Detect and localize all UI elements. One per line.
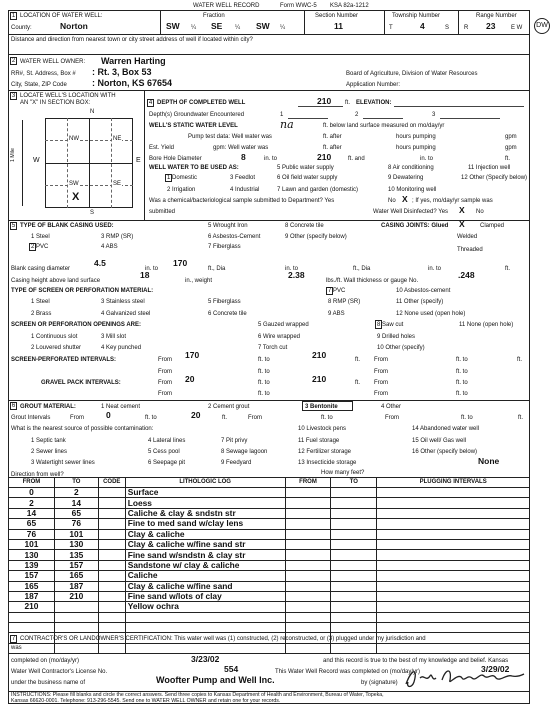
grout-from-3: From	[385, 415, 399, 421]
location-label: LOCATION OF WATER WELL:	[20, 13, 103, 19]
screen-brass: 2 Brass	[31, 311, 52, 317]
disinfected-label: Water Well Disinfected? Yes	[373, 209, 449, 215]
log-from: 0	[9, 488, 55, 498]
quarter-1: ¼	[191, 25, 197, 31]
open-drilled: 9 Drilled holes	[377, 334, 416, 340]
height-label: Casing height above land surface	[11, 278, 101, 284]
open-none: 11 None (open hole)	[459, 322, 514, 328]
ksa-reference: KSA 82a-1212	[330, 3, 369, 9]
perf-from-4: From	[374, 369, 388, 375]
gravel-ft-to-4: ft. to	[456, 391, 468, 397]
bore-in-to: in. to	[264, 156, 278, 162]
yield-hours: hours pumping	[396, 145, 436, 151]
contam-oilwell: 15 Oil well/ Gas well	[412, 438, 467, 444]
city-value: : Norton, KS 67654	[92, 78, 173, 88]
static-level-value: na	[280, 118, 294, 131]
form-title	[193, 3, 259, 9]
joints-welded: Welded	[457, 234, 478, 240]
use-irrigation: 2 Irrigation	[167, 187, 196, 193]
blank-in-to-3: in. to	[428, 266, 442, 272]
locate-label-1: LOCATE WELL'S LOCATION WITH	[20, 93, 116, 99]
perf-from-label: From	[158, 357, 172, 363]
table-row	[9, 560, 530, 570]
table-row	[9, 550, 530, 560]
perf-label: SCREEN-PERFORATED INTERVALS:	[11, 357, 117, 363]
joints-threaded: Threaded	[457, 247, 483, 253]
groundwater-label: Depth(s) Groundwater Encountered	[149, 112, 245, 118]
fraction-1: SW	[166, 21, 180, 31]
bore-ft-and: ft. and	[348, 156, 365, 162]
contam-insecticide: 13 Insecticide storage	[298, 460, 357, 466]
township-s: S	[445, 25, 450, 31]
log-description: Yellow ochra	[125, 602, 285, 612]
bact-no: No	[388, 198, 396, 204]
perf-ft-to-3: ft. to	[258, 369, 270, 375]
screen-rmp: 8 RMP (SR)	[328, 299, 361, 305]
log-to: 157	[54, 560, 98, 570]
table-row	[9, 591, 530, 601]
owner-value: Warren Harting	[101, 56, 166, 66]
log-header-to: TO	[54, 478, 98, 488]
contam-feedyard: 9 Feedyard	[221, 460, 252, 466]
section-3-number: 3	[11, 93, 16, 99]
grout-ft-to-2: ft. to	[321, 415, 333, 421]
log-to	[54, 602, 98, 612]
gravel-label: GRAVEL PACK INTERVALS:	[41, 380, 121, 386]
grout-bentonite: 3 Bentonite	[305, 404, 338, 410]
blank-diameter-value: 4.5	[94, 258, 106, 268]
grout-label: GROUT MATERIAL:	[20, 404, 76, 410]
gw-3: 3	[432, 112, 436, 118]
open-gauzed: 5 Gauzed wrapped	[258, 322, 309, 328]
gravel-from-3: From	[158, 391, 172, 397]
contam-seepage: 6 Seepage pit	[148, 460, 186, 466]
application-number-label: Application Number:	[346, 82, 401, 88]
pump-gpm: gpm	[505, 134, 517, 140]
county-label: County:	[11, 25, 32, 31]
range-label: Range Number	[476, 13, 517, 19]
table-row	[9, 623, 530, 633]
screen-asbestos: 10 Asbestos-cement	[396, 288, 451, 294]
gravel-ft-to-2: ft. to	[456, 380, 468, 386]
bact-x: X	[402, 194, 408, 204]
range-value: 23	[486, 21, 496, 31]
perf-from-2: From	[374, 357, 388, 363]
bore-in-to-2: in. to	[420, 156, 434, 162]
log-description: Clay & caliche	[125, 529, 285, 539]
log-from: 76	[9, 529, 55, 539]
use-monitoring: 10 Monitoring well	[388, 187, 437, 193]
water-well-record-form	[8, 2, 548, 704]
section-2-number: 2	[11, 58, 16, 64]
log-to: 187	[54, 581, 98, 591]
log-from: 130	[9, 550, 55, 560]
bact-rest: ; If yes, mo/day/yr sample was	[412, 198, 493, 204]
instructions-line-2: Kansas 66620-0001. Telephone: 913-296-5545. Send one to WATER WELL OWNER and retain one for your records.	[11, 698, 281, 704]
use-feedlot: 3 Feedlot	[230, 175, 256, 181]
contam-livestock: 10 Livestock pens	[298, 426, 347, 432]
pump-after: ft. after	[323, 134, 342, 140]
log-to: 130	[54, 539, 98, 549]
table-row	[9, 602, 530, 612]
screen-none: 12 None used (open hole)	[396, 311, 466, 317]
grout-ft: ft.	[222, 415, 228, 421]
grout-ft-to-3: ft. to	[461, 415, 473, 421]
joints-clamped: Clamped	[480, 223, 505, 229]
table-row	[9, 581, 530, 591]
screen-abs: 9 ABS	[328, 311, 345, 317]
open-louvered: 2 Louvered shutter	[31, 345, 82, 351]
city-label: City, State, ZIP Code	[11, 82, 67, 88]
use-other: 12 Other (Specify below)	[461, 175, 528, 181]
distance-label: Distance and direction from nearest town or city street address of well if located within city?	[11, 37, 253, 43]
certification-text: CONTRACTOR'S OR LANDOWNER'S CERTIFICATION: This water well was (1) constructed, (2) reconstructed, or (3) plugged under my jurisdiction and	[20, 636, 426, 642]
log-header-plug-from: FROM	[285, 478, 331, 488]
log-from: 2	[9, 498, 55, 508]
screen-other: 11 Other (specify)	[396, 299, 444, 305]
grout-neat: 1 Neat cement	[101, 404, 141, 410]
screen-stainless: 3 Stainless steel	[101, 299, 145, 305]
log-to: 210	[54, 591, 98, 601]
address-label: RR#, St. Address, Box #	[11, 71, 76, 77]
log-description: Sandstone w/ clay & caliche	[125, 560, 285, 570]
ne-label: NE	[113, 136, 122, 142]
log-from: 187	[9, 591, 55, 601]
casing-rmp: 3 RMP (SR)	[101, 234, 134, 240]
log-from: 157	[9, 571, 55, 581]
north-label: N	[90, 109, 95, 115]
blank-ft: ft.	[505, 266, 511, 272]
lithologic-log-table	[8, 477, 530, 654]
log-from: 139	[9, 560, 55, 570]
fraction-3: SW	[256, 21, 270, 31]
use-oilfield: 6 Oil field water supply	[277, 175, 338, 181]
gravel-ft: ft.	[355, 380, 361, 386]
joints-x: X	[459, 219, 465, 229]
perf-from-3: From	[158, 369, 172, 375]
gravel-from-value: 20	[185, 374, 195, 384]
county-value: Norton	[60, 21, 88, 31]
casing-label: TYPE OF BLANK CASING USED:	[20, 223, 114, 229]
perf-to-value: 210	[312, 350, 327, 360]
log-to: 101	[54, 529, 98, 539]
log-description: Clay & caliche w/fine sand str	[125, 539, 285, 549]
grout-to-value: 20	[191, 410, 201, 420]
locate-label-2: AN "X" IN SECTION BOX:	[20, 100, 91, 106]
gravel-from-4: From	[374, 391, 388, 397]
fraction-2: SE	[211, 21, 223, 31]
direction-label: Direction from well?	[11, 472, 64, 478]
contam-other: 16 Other (specify below)	[412, 449, 478, 455]
table-row	[9, 612, 530, 622]
weight-label: in., weight	[185, 278, 213, 284]
contam-sewer: 2 Sewer lines	[31, 449, 68, 455]
depth-value: 210	[317, 96, 332, 106]
bore-to-value: 210	[317, 152, 332, 162]
height-value: 18	[140, 270, 150, 280]
blank-diameter-label: Blank casing diameter	[11, 266, 71, 272]
elevation-label: ELEVATION:	[356, 100, 392, 106]
use-lawn: 7 Lawn and garden (domestic)	[277, 187, 359, 193]
gravel-from-label: From	[158, 380, 172, 386]
table-row	[9, 508, 530, 518]
use-industrial: 4 Industrial	[230, 187, 260, 193]
well-location-mark: X	[72, 191, 80, 203]
static-level-rest: ft. below land surface measured on mo/day/yr	[323, 123, 445, 129]
perf-ft-to-4: ft. to	[456, 369, 468, 375]
log-description: Fine sand w/lots of clay	[125, 591, 285, 601]
gravel-to-value: 210	[312, 374, 327, 384]
casing-wrought: 5 Wrought Iron	[208, 223, 248, 229]
grout-interval-label: Grout Intervals	[11, 415, 51, 421]
perf-ft-2: ft.	[517, 357, 523, 363]
section-6-number: 6	[11, 403, 16, 409]
grout-ft-to: ft. to	[145, 415, 157, 421]
use-public: 5 Public water supply	[277, 165, 334, 171]
contam-lateral: 4 Lateral lines	[148, 438, 186, 444]
log-from: 101	[9, 539, 55, 549]
bore-value: 8	[241, 152, 246, 162]
cert-was: was	[11, 645, 22, 651]
bore-label: Bore Hole Diameter	[149, 156, 202, 162]
table-row	[9, 571, 530, 581]
log-to: 76	[54, 519, 98, 529]
corner-stamp: DW	[534, 18, 550, 34]
quarter-2: ¼	[235, 25, 241, 31]
gauge-label: lbs./ft. Wall thickness or gauge No.	[326, 278, 419, 284]
log-header-lithologic: LITHOLOGIC LOG	[125, 478, 285, 488]
blank-ft-dia: ft., Dia	[208, 266, 226, 272]
open-wire: 6 Wire wrapped	[258, 334, 301, 340]
contam-abandoned: 14 Abandoned water well	[412, 426, 480, 432]
contam-fuel: 11 Fuel storage	[298, 438, 340, 444]
screen-pvc: 7 PVC	[328, 288, 346, 294]
depth-ft: ft.	[345, 100, 351, 106]
contam-pit: 7 Pit privy	[221, 438, 248, 444]
casing-steel: 1 Steel	[31, 234, 50, 240]
contamination-label: What is the nearest source of possible contamination:	[11, 426, 154, 432]
disinfected-x: X	[459, 205, 465, 215]
form-title-text: WATER WELL RECORD	[193, 3, 260, 9]
west-label: W	[33, 157, 40, 164]
casing-asbestos: 6 Asbestos-Cement	[208, 234, 261, 240]
open-sawcut: 8 Saw cut	[377, 322, 404, 328]
log-header-code: CODE	[98, 478, 125, 488]
east-label: E	[136, 157, 141, 164]
screen-type-label: TYPE OF SCREEN OR PERFORATION MATERIAL:	[11, 288, 154, 294]
record-completed-label: This Water Well Record was completed on (mo/day/yr)	[275, 669, 421, 675]
use-label: WELL WATER TO BE USED AS:	[149, 165, 239, 171]
casing-abs: 4 ABS	[101, 244, 118, 250]
log-to: 65	[54, 508, 98, 518]
township-value: 4	[420, 21, 425, 31]
section-number-value: 11	[334, 21, 343, 31]
joints-label: CASING JOINTS: Glued	[381, 223, 449, 229]
log-from: 65	[9, 519, 55, 529]
gauge-value: .248	[458, 270, 475, 280]
log-description: Surface	[125, 488, 285, 498]
casing-pvc: 2 PVC	[31, 244, 49, 250]
license-number: 554	[224, 664, 239, 674]
log-description: Loess	[125, 498, 285, 508]
bact-label: Was a chemical/bacteriological sample submitted to Department? Yes	[149, 198, 335, 204]
screen-concrete: 6 Concrete tile	[208, 311, 247, 317]
section-5-number: 5	[11, 223, 16, 229]
table-row	[9, 498, 530, 508]
static-level-label: WELL'S STATIC WATER LEVEL	[149, 123, 238, 129]
gravel-ft-to: ft. to	[258, 380, 270, 386]
use-dewatering: 9 Dewatering	[388, 175, 424, 181]
grout-other: 4 Other	[381, 404, 402, 410]
completed-label: completed on (mo/day/yr)	[11, 658, 80, 664]
table-row	[9, 529, 530, 539]
log-from: 165	[9, 581, 55, 591]
table-row	[9, 643, 530, 653]
township-t: T	[389, 25, 393, 31]
range-ew: E W	[511, 25, 523, 31]
owner-label: WATER WELL OWNER:	[20, 59, 86, 65]
nw-label: NW	[69, 136, 79, 142]
how-many-label: How many feet?	[321, 470, 365, 476]
blank-in-to: in. to	[145, 266, 159, 272]
perf-ft-to-2: ft. to	[456, 357, 468, 363]
log-to: 165	[54, 571, 98, 581]
section-7-number: 7	[11, 636, 16, 642]
log-description: Caliche	[125, 571, 285, 581]
log-header-row	[9, 478, 530, 488]
open-torch: 7 Torch cut	[258, 345, 288, 351]
contam-septic: 1 Septic tank	[31, 438, 66, 444]
pump-test-label: Pump test data: Well water was	[188, 134, 272, 140]
casing-concrete: 8 Concrete tile	[285, 223, 324, 229]
signature-label: by (signature)	[361, 680, 398, 686]
signature	[402, 664, 527, 690]
contam-fertilizer: 12 Fertilizer storage	[298, 449, 352, 455]
yield-gpm: gpm	[505, 145, 517, 151]
completed-date: 3/23/02	[191, 654, 220, 664]
section-1-number: 1	[11, 13, 16, 19]
log-to: 2	[54, 488, 98, 498]
gw-2: 2	[355, 112, 359, 118]
open-continuous: 1 Continuous slot	[31, 334, 78, 340]
log-header-from: FROM	[9, 478, 55, 488]
contamination-none: None	[478, 456, 500, 466]
blank-in-to-2: in. to	[285, 266, 299, 272]
business-name: Woofter Pump and Well Inc.	[156, 675, 275, 685]
sw-label: SW	[69, 181, 79, 187]
log-description: Caliche & clay & sndstn str	[125, 508, 285, 518]
use-injection: 11 Injection well	[468, 165, 511, 171]
grout-cement: 2 Cement grout	[208, 404, 250, 410]
address-value: : Rt. 3, Box 53	[92, 67, 152, 77]
blank-to-value: 170	[173, 258, 188, 268]
business-label: under the business name of	[11, 680, 86, 686]
yield-gpm-well: gpm: Well water was	[213, 145, 269, 151]
gw-1: 1	[280, 112, 284, 118]
submitted-label: submitted	[149, 209, 176, 215]
section-4-number: 4	[148, 100, 153, 106]
south-label: S	[90, 210, 95, 216]
grout-from-2: From	[248, 415, 262, 421]
disinfected-no: No	[476, 209, 484, 215]
log-description: Clay & caliche w/fine sand	[125, 581, 285, 591]
blank-ft-dia-2: ft., Dia	[353, 266, 371, 272]
pump-hours: hours pumping	[396, 134, 436, 140]
casing-fiberglass: 7 Fiberglass	[208, 244, 241, 250]
range-r: R	[464, 25, 469, 31]
perf-ft: ft.	[355, 357, 361, 363]
casing-other: 9 Other (specify below)	[285, 234, 347, 240]
log-header-plug-to: TO	[331, 478, 377, 488]
table-row	[9, 539, 530, 549]
instructions-line-1: INSTRUCTIONS: Please fill blanks and circle the correct answers. Send three copies to Kansas Department of Health and Environment, Bureau of Water, Topeka,	[11, 692, 384, 698]
contam-watertight: 3 Watertight sewer lines	[31, 460, 95, 466]
grout-from-label: From	[70, 415, 84, 421]
log-description: Fine sand w/sndstn & clay str	[125, 550, 285, 560]
form-number: Form WWC-5	[280, 3, 317, 9]
log-header-plugging: PLUGGING INTERVALS	[377, 478, 530, 488]
contam-lagoon: 8 Sewage lagoon	[221, 449, 268, 455]
screen-fiberglass: 5 Fiberglass	[208, 299, 241, 305]
board-label: Board of Agriculture, Division of Water Resources	[346, 71, 478, 77]
log-to: 14	[54, 498, 98, 508]
log-to: 135	[54, 550, 98, 560]
bore-ft: ft.	[505, 156, 511, 162]
grout-from-value: 0	[106, 410, 111, 420]
table-row	[9, 519, 530, 529]
log-from: 210	[9, 602, 55, 612]
log-from: 14	[9, 508, 55, 518]
township-label: Township Number	[392, 13, 441, 19]
fraction-label: Fraction	[203, 13, 225, 19]
weight-value: 2.38	[288, 270, 305, 280]
section-number-label: Section Number	[315, 13, 359, 19]
contam-cess: 5 Cess pool	[148, 449, 180, 455]
se-label: SE	[113, 181, 122, 187]
open-other: 10 Other (specify)	[377, 345, 425, 351]
yield-label: Est. Yield	[149, 145, 175, 151]
grout-ft-3: ft.	[518, 415, 524, 421]
license-label: Water Well Contractor's License No.	[11, 669, 108, 675]
screen-galvanized: 4 Galvanized steel	[101, 311, 151, 317]
record-date: 3/29/02	[481, 664, 510, 674]
use-domestic: 1 Domestic	[167, 175, 198, 181]
use-air: 8 Air conditioning	[388, 165, 434, 171]
log-description: Fine to med sand w/clay lens	[125, 519, 285, 529]
gravel-from-2: From	[374, 380, 388, 386]
mile-label: 1 Mile	[10, 148, 16, 162]
yield-after: ft. after	[323, 145, 342, 151]
perf-from-value: 170	[185, 350, 200, 360]
openings-label: SCREEN OR PERFORATION OPENINGS ARE:	[11, 322, 142, 328]
quarter-3: ¼	[280, 25, 286, 31]
perf-ft-to: ft. to	[258, 357, 270, 363]
table-row	[9, 488, 530, 498]
true-statement: and this record is true to the best of my knowledge and belief. Kansas	[323, 658, 509, 664]
gravel-ft-to-3: ft. to	[258, 391, 270, 397]
screen-steel: 1 Steel	[31, 299, 50, 305]
depth-label: DEPTH OF COMPLETED WELL	[157, 100, 246, 106]
open-keypunched: 4 Key punched	[101, 345, 142, 351]
open-mill: 3 Mill slot	[101, 334, 127, 340]
